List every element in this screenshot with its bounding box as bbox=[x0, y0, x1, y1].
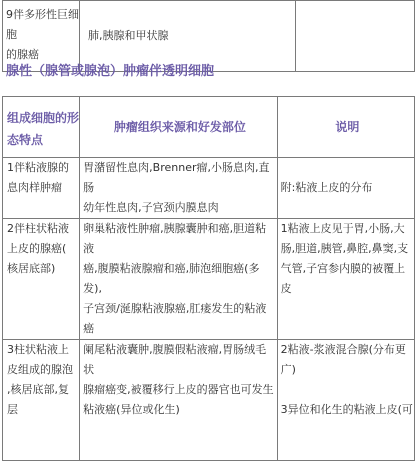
table-cell bbox=[80, 219, 277, 340]
cell-text: 2伴柱状粘液 上皮的腺癌( 核居底部) bbox=[7, 222, 69, 275]
header-text: 组成细胞的形 态特点 bbox=[7, 111, 80, 147]
header-cell-origin bbox=[80, 97, 277, 158]
table-header-row bbox=[3, 97, 415, 158]
table-cell bbox=[277, 158, 414, 219]
table-row bbox=[3, 340, 415, 461]
table-cell bbox=[3, 219, 80, 340]
cell-text: 9伴多形性巨细胞 的腺癌 bbox=[6, 8, 79, 61]
table-cell bbox=[3, 1, 80, 72]
table-cell bbox=[3, 158, 80, 219]
table-cell bbox=[277, 219, 414, 340]
cell-text: 3柱状粘液上 皮组成的腺泡 ,核居底部,复 层 bbox=[7, 343, 73, 416]
header-text: 肿瘤组织来源和好发部位 bbox=[113, 120, 246, 134]
table-row bbox=[3, 1, 415, 72]
header-text: 说明 bbox=[335, 120, 360, 134]
cell-text: 阑尾粘液囊肿,腹膜假粘液瘤,胃肠绒毛状 腺瘤癌变,被覆移行上皮的器官也可发生 粘液癌(异位或化生) bbox=[83, 343, 274, 416]
table-cell bbox=[80, 158, 277, 219]
table-row bbox=[3, 158, 415, 219]
cell-text: 肺,胰腺和甲状腺 bbox=[88, 29, 169, 42]
header-cell-morphology bbox=[3, 97, 80, 158]
header-cell-notes bbox=[277, 97, 414, 158]
table-cell bbox=[80, 340, 277, 461]
cell-text: 1伴粘液腺的 息肉样肿瘤 bbox=[7, 161, 69, 194]
table-cell bbox=[296, 1, 415, 72]
cell-text: 胃潴留性息肉,Brenner瘤,小肠息肉,直肠 幼年性息肉,子宫颈内膜息肉 bbox=[83, 161, 270, 214]
cell-text: 卵巢粘液性肿瘤,胰腺囊肿和癌,胆道粘液 癌,腹膜粘液腺瘤和癌,肺泡细胞癌(多发), 子宫颈/涎腺粘液腺癌,肛瘘发生的粘液癌 bbox=[83, 222, 267, 335]
table-cell bbox=[277, 340, 414, 461]
table-cell bbox=[3, 340, 80, 461]
cell-text: 附:粘液上皮的分布 bbox=[280, 181, 373, 194]
table-cell bbox=[80, 1, 296, 72]
cell-text: 1粘液上皮见于胃,小肠,大 肠,胆道,胰管,鼻腔,鼻窦,支 气管,子宫参内膜的被覆上 皮 bbox=[280, 222, 409, 295]
main-table bbox=[2, 96, 415, 461]
section-title: 腺性（腺管或腺泡）肿瘤伴透明细胞 bbox=[6, 64, 215, 79]
cell-text: 2粘液-浆液混合腺(分布更 广) 3异位和化生的粘液上皮(可 bbox=[280, 343, 413, 416]
table-row bbox=[3, 219, 415, 340]
